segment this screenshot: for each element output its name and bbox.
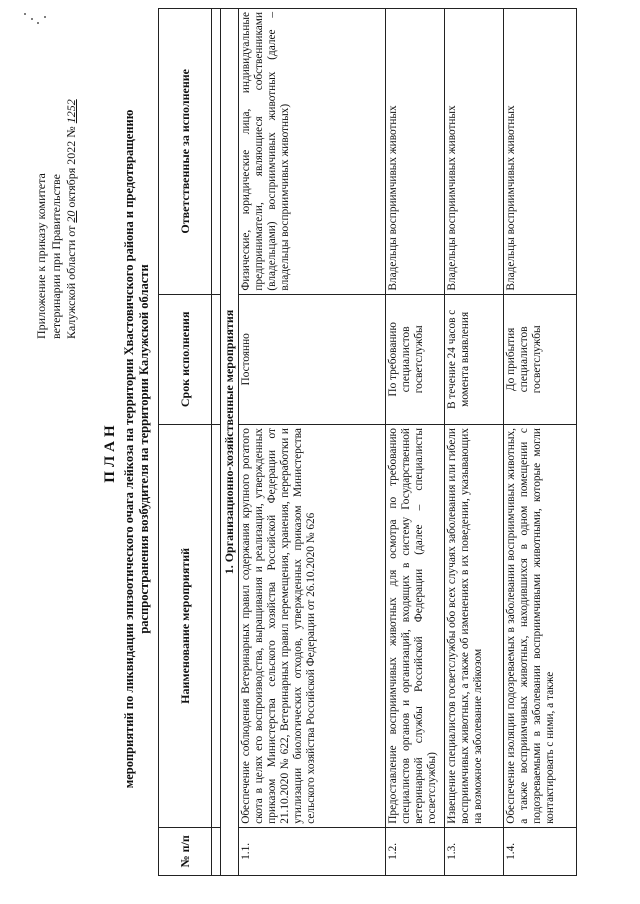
- row-responsible: Физические, юридические лица, индивидуальные предприниматели, являющиеся собственниками (владельцами) восприимчивых животных (далее – владельцы восприимчивых животных): [239, 9, 386, 295]
- row-term: Постоянно: [239, 294, 386, 424]
- appendix-block: [34, 11, 79, 339]
- appendix-line-3: [64, 11, 79, 339]
- header-responsible: Ответственные за исполнение: [159, 9, 212, 295]
- row-num: 1.1.: [239, 827, 386, 875]
- plan-subtitle: [122, 54, 152, 844]
- subtitle-line-1: мероприятий по ликвидации эпизоотического очага лейкоза на территории Хвастовичского района и предотвращению: [122, 109, 136, 789]
- table-row: [386, 9, 445, 876]
- subtitle-line-2: распространения возбудителя на территории Калужской области: [137, 264, 151, 634]
- appendix-day: 20: [64, 210, 78, 223]
- appendix-order-number: 1252: [64, 99, 78, 124]
- table-row: [239, 9, 386, 876]
- appendix-date-prefix: Калужской области от: [64, 225, 78, 339]
- appendix-date-mid: октября 2022 №: [64, 126, 78, 208]
- table-row: [504, 9, 577, 876]
- table-header-row: [159, 9, 212, 876]
- row-measure: Обеспечение соблюдения Ветеринарных правил содержания крупного рогатого скота в целях его воспроизводства, выращивания и реализации, утвержденных приказом Министерства сельского хозяйства Российской Федерации от 21.10.2020 № 622, Ветеринарных правил перемещения, хранения, переработки и утилизации биологических отходов, утвержденных приказом Министерства сельского хозяйства Российской Федерации от 26.10.2020 № 626: [239, 425, 386, 828]
- row-term: В течение 24 часов с момента выявления: [445, 294, 504, 424]
- spacer-row: [212, 9, 221, 876]
- section-row: [221, 9, 239, 876]
- section-title: 1. Организационно-хозяйственные мероприятия: [221, 9, 239, 876]
- row-num: 1.2.: [386, 827, 445, 875]
- row-measure: Извещение специалистов госветслужбы обо всех случаях заболевания или гибели восприимчивых животных, а также об изменениях в их поведении, указывающих на возможное заболевание лейкозом: [445, 425, 504, 828]
- row-measure: Обеспечение изоляции подозреваемых в заболевании восприимчивых животных, а также восприимчивых животных, находившихся в одном помещении с подозреваемыми в заболевании восприимчивыми животными, которые могли контактировать с ними, а также: [504, 425, 577, 828]
- row-responsible: Владельцы восприимчивых животных: [386, 9, 445, 295]
- row-responsible: Владельцы восприимчивых животных: [445, 9, 504, 295]
- row-term: До прибытия специалистов госветслужбы: [504, 294, 577, 424]
- row-measure: Предоставление восприимчивых животных для осмотра по требованию специалистов органов и организаций, входящих в систему Государственной ветеринарной службы Российской Федерации (далее – специалисты госветслужбы): [386, 425, 445, 828]
- appendix-line-1: Приложение к приказу комитета: [34, 173, 48, 339]
- header-name: Наименование мероприятий: [159, 425, 212, 828]
- row-responsible: Владельцы восприимчивых животных: [504, 9, 577, 295]
- header-term: Срок исполнения: [159, 294, 212, 424]
- row-num: 1.4.: [504, 827, 577, 875]
- row-num: 1.3.: [445, 827, 504, 875]
- table-row: [445, 9, 504, 876]
- row-term: По требованию специалистов госветслужбы: [386, 294, 445, 424]
- header-num: № п/п: [159, 827, 212, 875]
- measures-table: [158, 8, 577, 876]
- appendix-line-2: ветеринарии при Правительстве: [49, 174, 63, 339]
- plan-title: ПЛАН: [102, 421, 118, 483]
